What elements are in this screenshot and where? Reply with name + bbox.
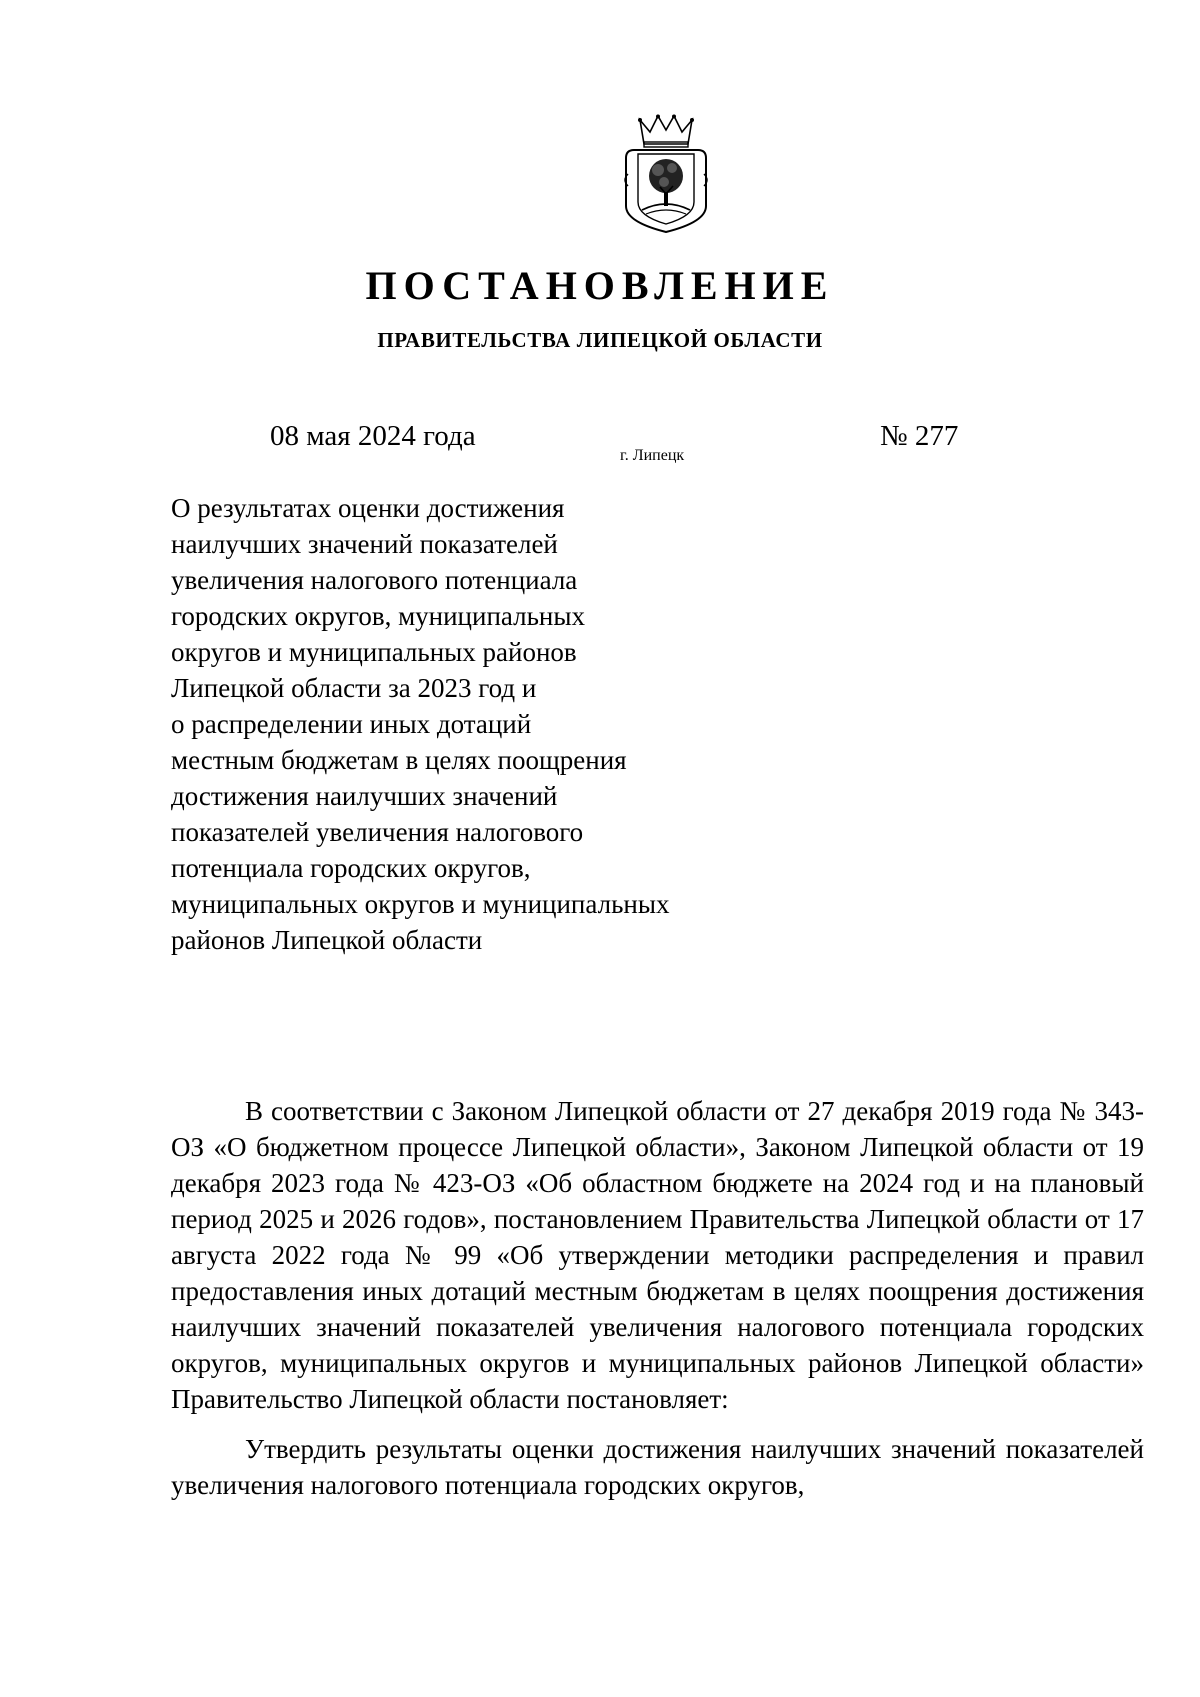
document-number: № 277 — [880, 420, 959, 452]
heading-line: О результатах оценки достижения — [171, 493, 565, 523]
document-date: 08 мая 2024 года — [270, 420, 476, 452]
heading-line: увеличения налогового потенциала — [171, 565, 578, 595]
issuing-authority: ПРАВИТЕЛЬСТВА ЛИПЕЦКОЙ ОБЛАСТИ — [377, 328, 823, 352]
heading-line: о распределении иных дотаций — [171, 709, 532, 739]
document-body — [171, 1093, 1144, 1517]
document-heading — [171, 490, 731, 958]
heading-line: муниципальных округов и муниципальных — [171, 889, 670, 919]
heading-line: местным бюджетам в целях поощрения — [171, 745, 627, 775]
heading-line: районов Липецкой области — [171, 925, 483, 955]
document-title: ПОСТАНОВЛЕНИЕ — [365, 263, 835, 308]
heading-line: потенциала городских округов, — [171, 853, 531, 883]
heading-line: достижения наилучших значений — [171, 781, 558, 811]
body-paragraph-resolution: Утвердить результаты оценки достижения наилучших значений показателей увеличения налогового потенциала городских округов, — [171, 1434, 1144, 1500]
heading-line: Липецкой области за 2023 год и — [171, 673, 537, 703]
heading-line: округов и муниципальных районов — [171, 637, 577, 667]
heading-line: городских округов, муниципальных — [171, 601, 586, 631]
heading-line: показателей увеличения налогового — [171, 817, 584, 847]
body-paragraph-preamble: В соответствии с Законом Липецкой области от 27 декабря 2019 года № 343-ОЗ «О бюджетном процессе Липецкой области», Законом Липецкой области от 19 декабря 2023 года № 423-ОЗ «Об областном бюджете на 2024 год и на плановый период 2025 и 2026 годов», постановлением Правительства Липецкой области от 17 августа 2022 года № 99 «Об утверждении методики распределения и правил предоставления иных дотаций местным бюджетам в целях поощрения достижения наилучших значений показателей увеличения налогового потенциала городских округов, муниципальных округов и муниципальных районов Липецкой области» Правительство Липецкой области постановляет: — [171, 1096, 1144, 1414]
document-city: г. Липецк — [620, 447, 685, 464]
heading-line: наилучших значений показателей — [171, 529, 558, 559]
coat-of-arms-icon — [620, 114, 712, 234]
